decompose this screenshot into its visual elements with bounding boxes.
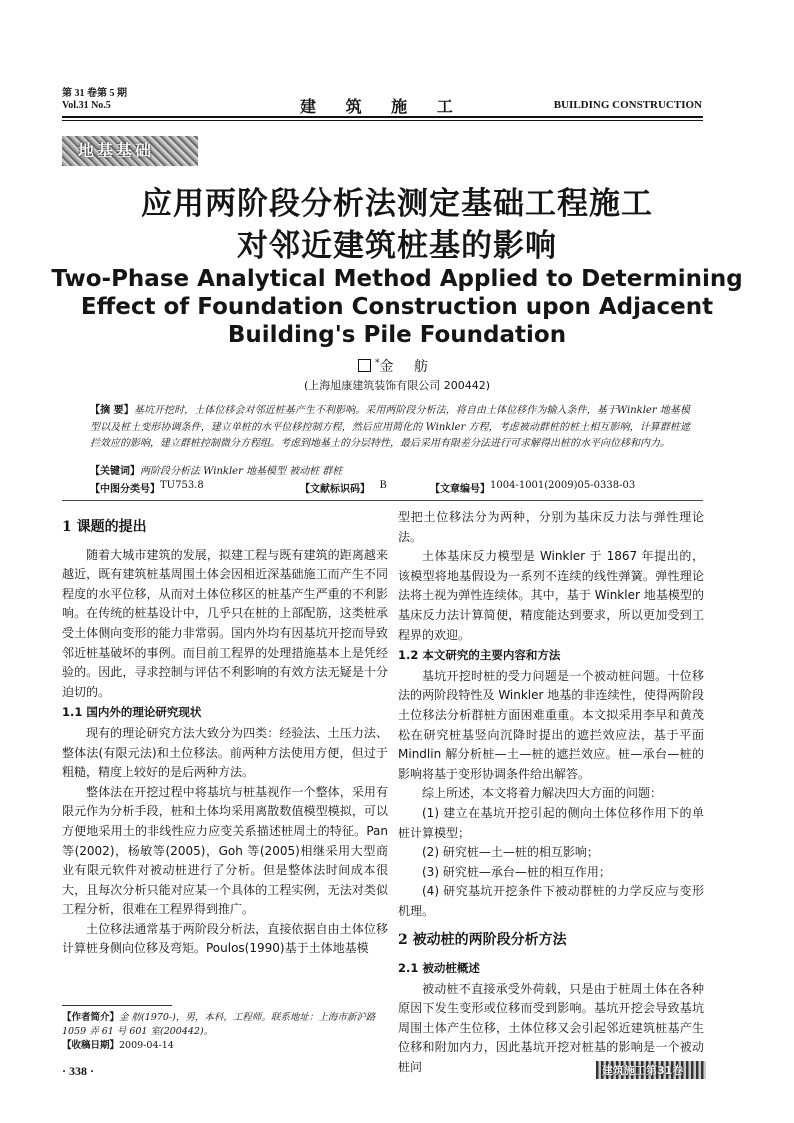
footnote-rule — [62, 1005, 172, 1006]
title-en-line2: Effect of Foundation Construction upon Adjacent — [80, 294, 714, 320]
paragraph: 土体基床反力模型是 Winkler 于 1867 年提出的，该模型将地基假设为一系列不连续的线性弹簧。弹性理论法将土视为弹性连续体。其中，基于 Winkler 地基模型的基床反力法计算简便，精度能达到要求，所以更加受到工程界的欢迎。 — [398, 549, 704, 642]
right-column — [398, 508, 704, 1078]
title-cn-line1: 应用两阶段分析法测定基础工程施工 — [141, 186, 653, 222]
author — [62, 356, 732, 376]
subsection-1-2-heading: 1.2 本文研究的主要内容和方法 — [398, 648, 561, 663]
cls-label: 【中图分类号】 — [90, 484, 160, 495]
title-en-line3: Building's Pile Foundation — [227, 322, 567, 348]
received-date-label: 【收稿日期】 — [62, 1040, 120, 1051]
abstract-separator — [62, 500, 703, 501]
paragraph: 整体法在开挖过程中将基坑与桩基视作一个整体，采用有限元作为分析手段，桩和土体均采用离散数值模型模拟，可以方便地采用土的非线性应力应变关系描述桩周土的特征。Pan 等(2002)，杨敏等(2005)，Goh 等(2005)相继采用大型商业有限元软件对被动桩进行了分析。但是整体法时间成本很大，且每次分析只能对应某一个具体的工程实例，无法对类似工程分析，很难在工程界得到推广。 — [62, 784, 388, 917]
journal-stamp-text: 建筑施工第31卷 — [602, 1064, 684, 1077]
doc-value: B — [379, 480, 387, 491]
article-label: 【文章编号】 — [430, 484, 490, 495]
list-item: (2) 研究桩—土—桩的相互影响； — [422, 845, 599, 860]
abstract-text: 基坑开挖时，土体位移会对邻近桩基产生不利影响。采用两阶段分析法，将自由土体位移作为输入条件，基于Winkler 地基模型以及桩土变形协调条件，建立单桩的水平位移控制方程，然后应用简化的 Winkler 方程，考虑被动群桩的桩土相互影响，计算群桩遮拦效应的影响，建立群桩控制微分方程组。考虑到地基土的分层特性，最后采用有限差分法进行可求解得出桩的水平向位移和内力。 — [90, 405, 690, 449]
footnote — [62, 1011, 388, 1053]
volume-en: Vol.31 No.5 — [62, 100, 111, 111]
list-item: (4) 研究基坑开挖条件下被动群桩的力学反应与变形机理。 — [398, 884, 704, 918]
list-item: (3) 研究桩—承台—桩的相互作用； — [422, 864, 611, 879]
title-en-line1: Two-Phase Analytical Method Applied to Determining — [51, 266, 743, 292]
received-date-value: 2009-04-14 — [119, 1040, 174, 1051]
keywords-text: 两阶段分析法 Winkler 地基模型 被动桩 群桩 — [140, 466, 343, 477]
author-intro-text: 金 舫(1970-)，男，本科，工程师。联系地址：上海市新沪路 1059 弄 61 号 601 室(200442)。 — [62, 1012, 376, 1037]
abstract — [90, 403, 690, 453]
section-1-heading: 1 课题的提出 — [62, 519, 147, 535]
abstract-label: 【摘 要】 — [90, 405, 134, 416]
author-name: 金 舫 — [379, 359, 436, 375]
journal-volume — [62, 88, 127, 112]
cls-value: TU753.8 — [160, 480, 204, 491]
subsection-1-1-heading: 1.1 国内外的理论研究现状 — [62, 705, 202, 720]
paragraph: 被动桩不直接承受外荷载，只是由于桩周土体在各种原因下发生变形或位移而受到影响。基坑开挖会导致基坑周围土体产生位移，土体位移又会引起邻近建筑桩基产生位移和附加内力，因此基坑开挖对桩基的影响是一个被动桩问 — [398, 981, 704, 1075]
affiliation: (上海旭康建筑装饰有限公司 200442) — [303, 379, 491, 392]
list-item: (1) 建立在基坑开挖引起的侧向土体位移作用下的单桩计算模型； — [398, 805, 704, 840]
section-2-heading: 2 被动桩的两阶段分析方法 — [398, 932, 567, 949]
header-rule-thin — [62, 120, 703, 121]
section-banner-text: 地基基础 — [78, 141, 155, 160]
paragraph: 现有的理论研究方法大致分为四类：经验法、土压力法、整体法(有限元法)和土位移法。前两种方法使用方便，但过于粗糙，精度上较好的是后两种方法。 — [62, 725, 388, 780]
title-cn-line2: 对邻近建筑桩基的影响 — [237, 228, 557, 264]
journal-name-cn: 建 筑 施 工 — [300, 97, 465, 116]
paragraph: 土位移法通常基于两阶段分析法，直接依据自由土体位移计算桩身侧向位移及弯矩。Poulos(1990)基于土体地基模 — [62, 921, 388, 956]
page-number: · 338 · — [62, 1064, 95, 1078]
article-value: 1004-1001(2009)05-0338-03 — [490, 480, 636, 491]
author-mark: * — [375, 358, 380, 369]
doc-label: 【文献标识码】 — [300, 484, 370, 495]
volume-cn: 第 31 卷第 5 期 — [62, 88, 127, 99]
author-box-icon — [358, 359, 371, 372]
paragraph: 随着大城市建筑的发展，拟建工程与既有建筑的距离越来越近，既有建筑桩基周围土体会因相近深基础施工而产生不同程度的水平位移，从而对土体位移区的桩基产生严重的不利影响。在传统的桩基设计中，几乎只在桩的上部配筋，这类桩承受土体侧向变形的能力非常弱。国内外均有因基坑开挖而导致邻近桩基破坏的事例。而目前工程界的处理措施基本上是凭经验的。因此，寻求控制与评估不利影响的有效方法无疑是十分迫切的。 — [62, 547, 388, 699]
journal-name-en: BUILDING CONSTRUCTION — [553, 99, 702, 111]
header-rule — [62, 116, 703, 118]
subsection-2-1-heading: 2.1 被动桩概述 — [398, 961, 480, 976]
left-column — [62, 508, 388, 959]
paragraph: 型把土位移法分为两种，分别为基床反力法与弹性理论法。 — [398, 510, 704, 544]
paragraph: 基坑开挖时桩的受力问题是一个被动桩问题。十位移法的两阶段特性及 Winkler 地基的非连续性，使得两阶段土位移法分析群桩方面困难重重。本文拟采用李早和黄茂松在研究桩基竖向沉降时提出的遮拦效应法，基于平面 Mindlin 解分析桩—土—桩的遮拦效应。桩—承台—桩的影响将基于变形协调条件给出解答。 — [398, 668, 704, 781]
paragraph: 综上所述，本文将着力解决四大方面的问题： — [422, 786, 663, 801]
keywords-label: 【关键词】 — [90, 466, 140, 477]
keywords — [90, 462, 342, 477]
author-intro-label: 【作者简介】 — [62, 1012, 120, 1023]
